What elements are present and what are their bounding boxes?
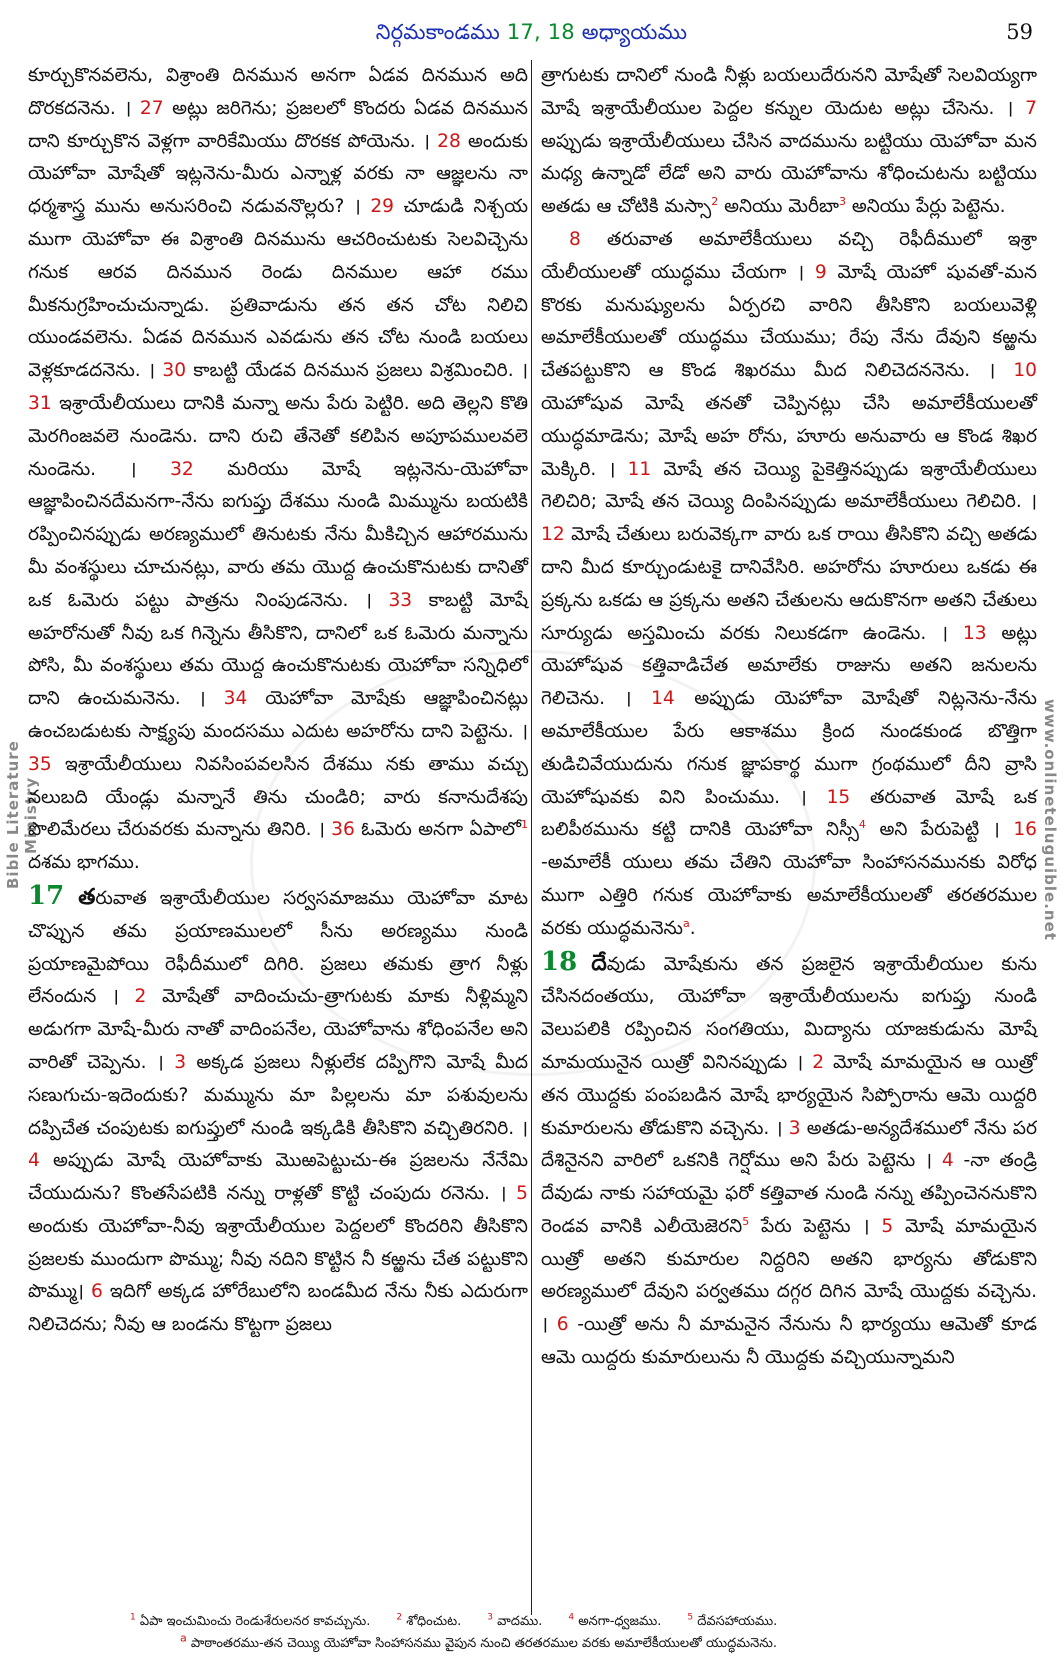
footnote-marker: 4 [858,818,866,832]
verse-number: 29 [370,196,394,218]
footnote-marker: a [682,916,690,930]
paragraph-ch17-start: 17 తరువాత ఇశ్రాయేలీయుల సర్వసమాజము యెహోవా మాట చొప్పున తమ ప్రయాణములలో సీను అరణ్యము నుండి ప్రయాణమైపోయి రెఫీదీములో దిగిరి. ప్రజలు తమకు త్రాగ నీళ్లు లేనందున । 2 మోషేతో వాదించుచు-త్రాగుటకు మాకు నీళ్లిమ్మని అడుగగా మోషే-మీరు నాతో వాదింపనేల, యెహోవాను శోధింపనేల అని వారితో చెప్పెను. । 3 అక్కడ ప్రజలు నీళ్లులేక దప్పిగొని మోషే మీద సణుగుచు-ఇదెందుకు? మమ్మును మా పిల్లలను మా పశువులను దప్పిచేత చంపుటకు ఐగుప్తులో నుండి ఇక్కడికి తీసికొని వచ్చితిరనిరి. । 4 అప్పుడు మోషే యెహోవాకు మొఱపెట్టుచు-ఈ ప్రజలను నేనేమి చేయుదును? కొంతసేపటికి నన్ను రాళ్లతో కొట్టి చంపుదు రనెను. । 5 అందుకు యెహోవా-నీవు ఇశ్రాయేలీయుల పెద్దలలో కొందరిని తీసికొని ప్రజలకు ముందుగా పొమ్ము; నీవు నదిని కొట్టిన నీ కఱ్ఱను చేత పట్టుకొని పొమ్ము। 6 ఇదిగో అక్కడ హోరేబులోని బండమీద నేను నీకు ఎదురుగా నిలిచెదను; నీవు ఆ బండను కొట్టగా ప్రజలు [28,880,528,1336]
verse-number: 32 [170,458,194,480]
verse-number: 5 [881,1215,894,1237]
title-chapters: 17, 18 [506,20,575,44]
footnote-marker: 3 [838,195,846,208]
chapter-number: 17 [28,880,65,911]
verse-number: 2 [812,1051,825,1073]
footnote-3: $^3$ వాదము. [487,1612,543,1629]
verse-number: 6 [556,1314,569,1336]
verse-number: 2 [134,986,147,1008]
verse-number: 12 [541,524,565,546]
footnote-4: $^4$ అనగా-ధ్వజము. [568,1612,662,1629]
verse-number: 4 [941,1150,954,1172]
footnotes [130,1614,1010,1632]
drop-letter: దే [591,950,607,976]
page-number: 59 [1006,20,1033,44]
verse-number: 4 [28,1150,40,1172]
verse-number: 3 [788,1117,801,1139]
footnote-marker: 2 [711,195,719,208]
verse-number: 33 [388,589,413,611]
title-suffix: అధ్యాయము [574,20,688,44]
footnote-1: $^1$ ఏపా ఇంచుమించు రెండుశేరులనర కావచ్చును. [130,1612,371,1629]
side-website-text: www.onlineteluguible.net [1041,699,1059,941]
footnote-marker: 5 [742,1214,750,1228]
column-divider [531,60,532,1615]
verse-number: 14 [651,688,675,710]
verse-number: 34 [223,688,248,710]
verse-number: 13 [962,622,987,644]
footnote-variant-reading: $^a$ పాఠాంతరము-తన చెయ్యి యెహోవా సింహాసనము వైపున నుంచి తరతరముల వరకు అమాలేకీయులతో యుద్ధమనెను. [180,1631,777,1651]
verse-number: 3 [174,1051,187,1073]
chapter-number: 18 [541,946,578,977]
verse-number: 15 [826,786,851,808]
paragraph-ch18-start: 18 దేవుడు మోషేకును తన ప్రజలైన ఇశ్రాయేలీయుల కును చేసినదంతయు, యెహోవా ఇశ్రాయేలీయులను ఐగుప్తు నుండి వెలుపలికి రప్పించిన సంగతియు, మిద్యాను యాజకుడును మోషే మామయునైన యిత్రో వినినప్పుడు । 2 మోషే మామయైన ఆ యిత్రో తన యొద్దకు పంపబడిన మోషే భార్యయైన సిప్పోరాను ఆమె యిద్దరి కుమారులను తోడుకొని వచ్చెను. । 3 అతడు-అన్యదేశములో నేను పర దేశినైనని వారిలో ఒకనికి గెర్షోము అని పేరు పెట్టెను । 4 -నా తండ్రి దేవుడు నాకు సహాయమై ఫరో కత్తివాత నుండి నన్ను తప్పించెననుకొని రెండవ వానికి ఎలీయెజెరని$^5$ పేరు పెట్టెను । 5 మోషే మామయైన యిత్రో అతని కుమారుల నిద్దరిని అతని భార్యను తోడుకొని అరణ్యములో దేవుని పర్వతము దగ్గర దిగిన మోషే యొద్దకు వచ్చెను. । 6 -యిత్రో అను నీ మామనైన నేనును నీ భార్యయు ఆమెతో కూడ ఆమె యిద్దరు కుమారులును నీ యొద్దకు వచ్చియున్నామని [541,946,1037,1369]
footnote-2: $^2$ శోధించుట. [396,1612,462,1629]
verse-number: 6 [90,1281,103,1303]
left-column [28,60,528,1342]
page-header [30,20,1033,50]
verse-number: 8 [569,228,581,250]
title-book: నిర్గమకాండము [375,20,507,44]
verse-number: 28 [437,130,461,152]
paragraph-ch17-cont: త్రాగుటకు దానిలో నుండి నీళ్లు బయలుదేరునని మోషేతో సెలవియ్యగా మోషే ఇశ్రాయేలీయుల పెద్దల కన్నుల యెదుట అట్లు చేసెను. । 7 అప్పుడు ఇశ్రాయేలీయులు చేసిన వాదమును బట్టియు యెహోవా మన మధ్య ఉన్నాడో లేడో అని వారు యెహోవాను శోధించుటను బట్టియు అతడు ఆ చోటికి మస్సా$^2$ అనియు మెరీబా$^3$ అనియు పేర్లు పెట్టెను. [541,65,1037,218]
verse-number: 27 [139,97,164,119]
footnote-marker: 1 [521,818,528,832]
verse-number: 31 [28,392,52,414]
right-column [541,60,1037,1375]
verse-number: 11 [627,458,652,480]
side-ministry-text: Bible Literature Ministry [4,740,40,890]
paragraph-amalek: 8 తరువాత అమాలేకీయులు వచ్చి రెఫీదీములో ఇశ్రా యేలీయులతో యుద్ధము చేయగా । 9 మోషే యెహో షువతో-మన కొరకు మనుష్యులను ఏర్పరచి వారిని తీసికొని బయలువెళ్లి అమాలేకీయులతో యుద్ధము చేయుము; రేపు నేను దేవుని కఱ్ఱను చేతపట్టుకొని ఆ కొండ శిఖరము మీద నిలిచెదననెను. । 10 యెహోషువ మోషే తనతో చెప్పినట్లు చేసి అమాలేకీయులతో యుద్ధమాడెను; మోషే అహ రోను, హూరు అనువారు ఆ కొండ శిఖర మెక్కిరి. । 11 మోషే తన చెయ్యి పైకెత్తినప్పుడు ఇశ్రాయేలీయులు గెలిచిరి; మోషే తన చెయ్యి దింపినప్పుడు అమాలేకీయులు గెలిచిరి. । 12 మోషే చేతులు బరువెక్కగా వారు ఒక రాయి తీసికొని వచ్చి అతడు దాని మీద కూర్చుండుటకై దానివేసిరి. అహరోను హూరులు ఒకడు ఈ ప్రక్కను ఒకడు ఆ ప్రక్కను అతని చేతులను ఆదుకొనగా అతని చేతులు సూర్యుడు అస్తమించు వరకు నిలుకడగా ఉండెను. । 13 అట్లు యెహోషువ కత్తివాడిచేత అమాలేకు రాజును అతని జనులను గెలిచెను. । 14 అప్పుడు యెహోవా మోషేతో నిట్లనెను-నేను అమాలేకీయుల పేరు ఆకాశము క్రింద నుండకుండ బొత్తిగా తుడిచివేయుదును గనుక జ్ఞాపకార్థ ముగా గ్రంథములో దీని వ్రాసి యెహోషువకు విని పించుము. । 15 తరువాత మోషే ఒక బలిపీఠమును కట్టి దానికి యెహోవా నిస్సీ$^4$ అని పేరుపెట్టి । 16 -అమాలేకీ యులు తమ చేతిని యెహోవా సింహాసనమునకు విరోధ ముగా ఎత్తిరి గనుక యెహోవాకు అమాలేకీయులతో తరతరముల వరకు యుద్ధమనెను$^a$. [541,228,1038,939]
verse-number: 10 [1013,360,1037,382]
verse-number: 16 [1013,819,1038,841]
verse-number: 5 [516,1183,528,1205]
verse-number: 36 [331,819,355,841]
verse-number: 9 [814,261,827,283]
footnote-5: $^5$ దేవసహాయము. [687,1612,778,1629]
verse-number: 7 [1025,97,1037,119]
paragraph-ch16-end: కూర్చుకొనవలెను, విశ్రాంతి దినమున అనగా ఏడవ దినమున అది దొరకదనెను. । 27 అట్లు జరిగెను; ప్రజలలో కొందరు ఏడవ దినమున దాని కూర్చుకొన వెళ్లగా వారికేమియు దొరకక పోయెను. । 28 అందుకు యెహోవా మోషేతో ఇట్లనెను-మీరు ఎన్నాళ్ల వరకు నా ఆజ్ఞలను నా ధర్మశాస్త్ర మును అనుసరించి నడువనొల్లరు? । 29 చూడుడి నిశ్చయ ముగా యెహోవా ఈ విశ్రాంతి దినమును ఆచరించుటకు సెలవిచ్చెను గనుక ఆరవ దినమున రెండు దినముల ఆహా రము మీకనుగ్రహించుచున్నాడు. ప్రతివాడును తన తన చోట నిలిచి యుండవలెను. ఏడవ దినమున ఎవడును తన చోట నుండి బయలు వెళ్లకూడదనెను. । 30 కాబట్టి యేడవ దినమున ప్రజలు విశ్రమించిరి. । 31 ఇశ్రాయేలీయులు దానికి మన్నా అను పేరు పెట్టిరి. అది తెల్లని కొతి మెరగింజవలె నుండెను. దాని రుచి తేనెతో కలిపిన అపూపములవలె నుండెను. । 32 మరియు మోషే ఇట్లనెను-యెహోవా ఆజ్ఞాపించినదేమనగా-నేను ఐగుప్తు దేశము నుండి మిమ్మును బయటికి రప్పించినప్పుడు అరణ్యములో తినుటకు నేను మీకిచ్చిన ఆహారమును మీ వంశస్థులు చూచునట్లు, వారు తమ యొద్ద ఉంచుకొనుటకు దానితో ఒక ఓమెరు పట్టు పాత్రను నింపుడనెను. । 33 కాబట్టి మోషే అహరోనుతో నీవు ఒక గిన్నెను తీసికొని, దానిలో ఒక ఓమెరు మన్నాను పోసి, మీ వంశస్థులు తమ యొద్ద ఉంచుకొనుటకు యెహోవా సన్నిధిలో దాని ఉంచుమనెను. । 34 యెహోవా మోషేకు ఆజ్ఞాపించినట్లు ఉంచబడుటకు సాక్ష్యపు మందసము ఎదుట అహరోను దాని పెట్టెను. । 35 ఇశ్రాయేలీయులు నివసింపవలసిన దేశము నకు తాము వచ్చు నలుబది యేండ్లు మన్నానే తిను చుండిరి; వారు కనానుదేశపు పొలిమేరలు చేరువరకు మన్నాను తినిరి. । 36 ఓమెరు అనగా ఏపాలో$^1$ దశమ భాగము. [28,65,528,874]
running-title [30,20,1033,50]
drop-letter: త [78,884,96,910]
verse-number: 30 [162,360,187,382]
verse-number: 35 [28,753,52,775]
